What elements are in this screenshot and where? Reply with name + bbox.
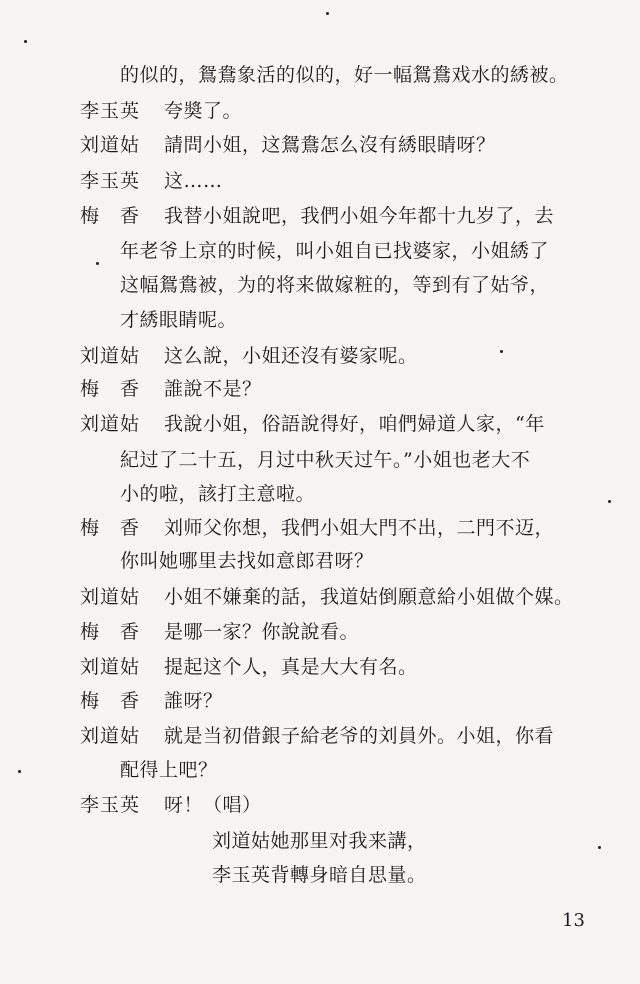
line-text: 小的啦，該打主意啦。 — [120, 483, 316, 505]
line-text: 誰呀？ — [164, 690, 223, 712]
dialogue-line — [80, 515, 554, 541]
text-line — [120, 307, 237, 333]
line-text: 是哪一家？你說說看。 — [164, 621, 360, 643]
dialogue-line — [80, 792, 262, 818]
speaker-name: 梅 香 — [80, 517, 141, 539]
dialogue-line — [80, 376, 262, 402]
line-text: 刘道姑她那里对我来講， — [212, 830, 427, 852]
line-text: 的似的，鴛鴦象活的似的，好一幅鴛鴦戏水的綉被。 — [120, 64, 569, 86]
scan-speck — [96, 262, 99, 265]
text-line — [120, 238, 549, 264]
scan-speck — [608, 500, 611, 503]
line-text: 就是当初借銀子給老爷的刘員外。小姐，你看 — [164, 725, 555, 747]
scan-speck — [24, 40, 27, 43]
dialogue-line — [80, 723, 554, 749]
page-number: 13 — [562, 910, 585, 931]
scan-speck — [18, 770, 21, 773]
line-text: 提起这个人，真是大大有名。 — [164, 656, 418, 678]
speaker-name: 刘道姑 — [80, 586, 141, 608]
line-text: 才綉眼睛呢。 — [120, 309, 238, 331]
dialogue-line — [80, 584, 574, 610]
line-text: 配得上吧？ — [120, 759, 218, 781]
dialogue-line — [80, 168, 223, 194]
verse-line — [212, 862, 427, 888]
line-text: 李玉英背轉身暗自思量。 — [212, 864, 427, 886]
line-text: 小姐不嫌棄的話，我道姑倒願意給小姐做个媒。 — [164, 586, 574, 608]
speaker-name: 刘道姑 — [80, 134, 141, 156]
speaker-name: 李玉英 — [80, 794, 141, 816]
dialogue-line — [80, 98, 242, 124]
line-text: 紀过了二十五，月过中秋天过午。”小姐也老大不 — [120, 449, 531, 471]
verse-line — [212, 828, 427, 854]
dialogue-line — [80, 411, 545, 437]
speaker-name: 梅 香 — [80, 205, 141, 227]
line-text: 誰說不是？ — [164, 378, 262, 400]
speaker-name: 刘道姑 — [80, 656, 141, 678]
dialogue-line — [80, 203, 554, 229]
scan-speck — [598, 846, 601, 849]
line-text: 我說小姐，俗語說得好，咱們婦道人家，“年 — [164, 413, 545, 435]
speaker-name: 梅 香 — [80, 378, 141, 400]
text-line — [120, 548, 374, 574]
scan-speck — [326, 12, 329, 15]
dialogue-line — [80, 619, 359, 645]
text-line — [120, 62, 569, 88]
line-text: 你叫她哪里去找如意郎君呀？ — [120, 550, 374, 572]
text-line — [120, 481, 315, 507]
line-text: 刘师父你想，我們小姐大門不出，二門不迈， — [164, 517, 555, 539]
line-text: 年老爷上京的时候，叫小姐自已找婆家，小姐綉了 — [120, 240, 550, 262]
line-text: 我替小姐說吧，我們小姐今年都十九岁了，去 — [164, 205, 555, 227]
line-text: 这…… — [164, 170, 223, 192]
text-line — [120, 757, 218, 783]
text-line — [120, 272, 549, 298]
dialogue-line — [80, 343, 418, 369]
text-line — [120, 447, 530, 473]
line-text: 夸奬了。 — [164, 100, 243, 122]
dialogue-line — [80, 132, 496, 158]
scan-speck — [500, 350, 503, 353]
dialogue-line — [80, 688, 223, 714]
line-text: 呀！（唱） — [164, 794, 262, 816]
line-text: 这幅鴛鴦被，为的将来做嫁粧的，等到有了姑爷， — [120, 274, 550, 296]
speaker-name: 梅 香 — [80, 690, 141, 712]
speaker-name: 李玉英 — [80, 100, 141, 122]
line-text: 这么說，小姐还沒有婆家呢。 — [164, 345, 418, 367]
speaker-name: 刘道姑 — [80, 725, 141, 747]
speaker-name: 刘道姑 — [80, 413, 141, 435]
speaker-name: 李玉英 — [80, 170, 141, 192]
dialogue-line — [80, 654, 418, 680]
speaker-name: 刘道姑 — [80, 345, 141, 367]
line-text: 請問小姐，这鴛鴦怎么沒有綉眼睛呀？ — [164, 134, 496, 156]
speaker-name: 梅 香 — [80, 621, 141, 643]
